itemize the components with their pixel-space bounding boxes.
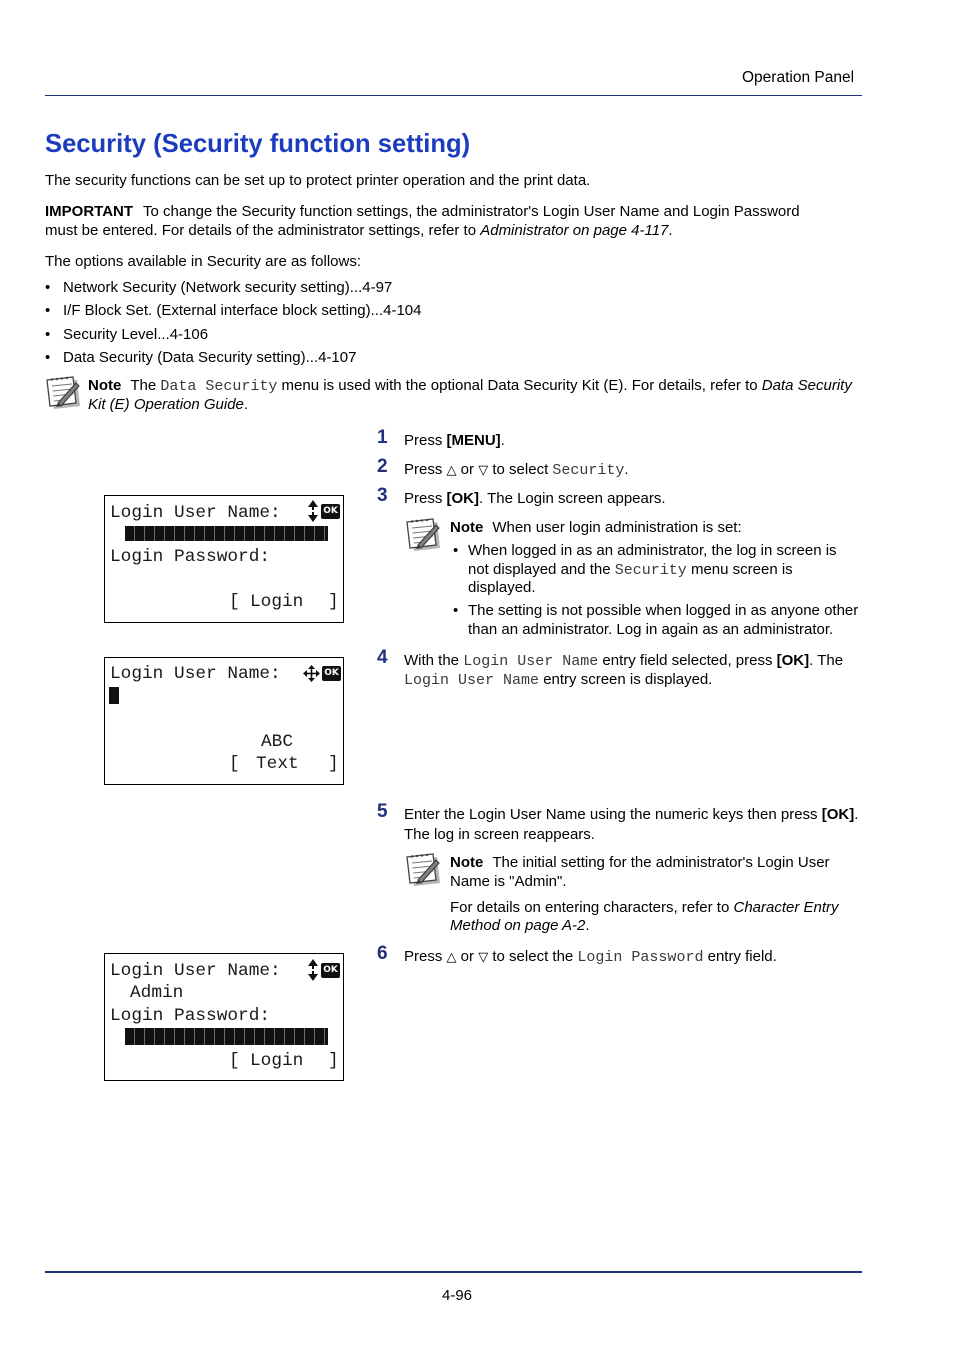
note-reference: Data Security bbox=[761, 377, 852, 394]
lcd-user-name-entry-screen bbox=[104, 657, 344, 785]
up-key-glyph: △ bbox=[446, 950, 457, 965]
step-number: 5 bbox=[377, 801, 388, 822]
up-key-glyph: △ bbox=[446, 463, 457, 478]
page-title: Security (Security function setting) bbox=[45, 130, 471, 158]
softkey-login-label: Login bbox=[250, 1051, 304, 1071]
lcd-login-screen bbox=[104, 495, 344, 623]
note-text-end: . bbox=[585, 917, 590, 934]
note-admin-line-1 bbox=[450, 853, 830, 873]
step-text-run: Press bbox=[404, 490, 447, 507]
note-text: When logged in as an administrator, the log in screen is bbox=[468, 542, 837, 559]
step-text-run: . bbox=[500, 432, 505, 449]
note-text: The initial setting for the administrator's Login User bbox=[492, 854, 830, 871]
header-rule bbox=[45, 95, 862, 96]
note-text: not displayed and the bbox=[468, 561, 615, 578]
step-text-run: . The Login screen appears. bbox=[479, 490, 666, 507]
footer-rule bbox=[45, 1271, 862, 1273]
note-text: When user login administration is set: bbox=[492, 519, 742, 536]
down-key-glyph: ▽ bbox=[478, 463, 489, 478]
important-line-2 bbox=[45, 221, 673, 241]
important-text: To change the Security function settings, the administrator's Login User Name and Login Password bbox=[143, 203, 800, 220]
step-text bbox=[404, 431, 505, 451]
step-number: 3 bbox=[377, 485, 388, 506]
important-text: must be entered. For details of the administrator settings, refer to bbox=[45, 222, 481, 239]
step-text bbox=[404, 489, 666, 509]
note-bullet-line bbox=[453, 541, 837, 561]
step-text-run: entry field selected, press bbox=[598, 652, 777, 669]
step-text-run: Press bbox=[404, 948, 447, 965]
softkey-bracket-close: ] bbox=[328, 592, 339, 612]
lcd-line-user-name-label: Login User Name: bbox=[110, 664, 281, 684]
step-text-run: With the bbox=[404, 652, 464, 669]
key-name: [MENU] bbox=[446, 432, 501, 449]
bullet: • bbox=[45, 279, 51, 296]
step-text-run: to select bbox=[488, 461, 553, 478]
lcd-line-user-name-label: Login User Name: bbox=[110, 961, 281, 981]
option-item bbox=[45, 301, 422, 321]
step-text-run: . The bbox=[809, 652, 844, 669]
step-text-run: to select the bbox=[488, 948, 578, 965]
option-text: Network Security (Network security setting)...4-97 bbox=[63, 279, 393, 296]
softkey-text-label: Text bbox=[256, 754, 299, 774]
softkey-bracket-close: ] bbox=[328, 754, 339, 774]
note-label: Note bbox=[450, 519, 484, 536]
header-section-title: Operation Panel bbox=[742, 69, 855, 86]
lcd-user-name-value: Admin bbox=[130, 983, 184, 1003]
step-number: 4 bbox=[377, 647, 388, 668]
step-text-run: Press bbox=[404, 432, 447, 449]
lcd-line-user-name-label: Login User Name: bbox=[110, 503, 281, 523]
important-reference: Administrator on page 4-117 bbox=[480, 222, 669, 239]
down-key-glyph: ▽ bbox=[478, 950, 489, 965]
bullet: • bbox=[453, 542, 459, 559]
note-admin-line-3 bbox=[450, 898, 839, 918]
softkey-bracket-open: [ bbox=[229, 1051, 240, 1071]
option-item bbox=[45, 325, 208, 345]
step-number: 2 bbox=[377, 456, 388, 477]
field-name-code: Login User Name bbox=[463, 653, 599, 670]
menu-name-code: Security bbox=[614, 562, 687, 579]
user-name-field-highlight bbox=[125, 526, 328, 541]
step-text-run: . bbox=[624, 461, 629, 478]
step-text bbox=[404, 805, 858, 825]
step-text-run: or bbox=[456, 461, 479, 478]
note-text: menu is used with the optional Data Security Kit (E). For details, refer to bbox=[277, 377, 762, 394]
step-text bbox=[404, 651, 843, 672]
note-bullet-line bbox=[453, 601, 858, 621]
field-name-code: Login Password bbox=[577, 949, 704, 966]
up-down-arrow-icon bbox=[308, 959, 318, 981]
note-admin-line-4 bbox=[450, 916, 590, 936]
step-text-run: entry screen is displayed. bbox=[539, 671, 713, 688]
note-text: The setting is not possible when logged in as anyone other bbox=[468, 602, 859, 619]
note-admin-line-2: Name is "Admin". bbox=[450, 873, 567, 890]
note-reference: Character Entry bbox=[733, 899, 839, 916]
step-text bbox=[404, 460, 629, 481]
up-down-arrow-icon bbox=[308, 500, 318, 522]
important-text-end: . bbox=[668, 222, 673, 239]
page-number: 4-96 bbox=[442, 1287, 473, 1304]
lcd-line-password-label: Login Password: bbox=[110, 1006, 271, 1026]
important-label: IMPORTANT bbox=[45, 203, 134, 220]
ok-key-icon: OK bbox=[321, 963, 340, 978]
ok-key-icon: OK bbox=[321, 504, 340, 519]
key-name: [OK] bbox=[821, 806, 855, 823]
note-icon bbox=[404, 853, 442, 887]
step-number: 6 bbox=[377, 943, 388, 964]
step-text-run: Press bbox=[404, 461, 447, 478]
step-text-run: or bbox=[456, 948, 479, 965]
step-text-run: Enter the Login User Name using the numeric keys then press bbox=[404, 806, 822, 823]
note-text: For details on entering characters, refer to bbox=[450, 899, 734, 916]
lcd-login-password-screen bbox=[104, 953, 344, 1081]
important-line-1 bbox=[45, 202, 800, 222]
note-label: Note bbox=[88, 377, 122, 394]
menu-name-code: Data Security bbox=[160, 378, 278, 395]
input-mode-indicator: ABC bbox=[261, 732, 294, 752]
step-text-run: . bbox=[854, 806, 859, 823]
note-main-line-2 bbox=[88, 395, 248, 415]
softkey-bracket-open: [ bbox=[229, 754, 240, 774]
step-text-run: entry field. bbox=[703, 948, 777, 965]
note-bullet-line: than an administrator. Log in again as an administrator. bbox=[468, 621, 834, 638]
intro-paragraph: The security functions can be set up to protect printer operation and the print data. bbox=[45, 172, 591, 189]
menu-name-code: Security bbox=[552, 462, 625, 479]
step-text bbox=[404, 670, 712, 691]
bullet: • bbox=[45, 326, 51, 343]
note-reference: Kit (E) Operation Guide bbox=[88, 396, 244, 413]
bullet: • bbox=[45, 302, 51, 319]
note-text: The bbox=[130, 377, 161, 394]
field-name-code: Login User Name bbox=[404, 672, 540, 689]
option-text: Data Security (Data Security setting)...4-107 bbox=[63, 349, 357, 366]
key-name: [OK] bbox=[446, 490, 480, 507]
text-cursor bbox=[109, 687, 119, 704]
options-intro: The options available in Security are as follows: bbox=[45, 253, 361, 270]
note-label: Note bbox=[450, 854, 484, 871]
option-item bbox=[45, 278, 392, 298]
note-reference: Method on page A-2 bbox=[450, 917, 586, 934]
note-icon bbox=[44, 376, 82, 410]
step-text bbox=[404, 947, 777, 968]
lcd-line-password-label: Login Password: bbox=[110, 547, 271, 567]
password-field-highlight bbox=[125, 1028, 328, 1045]
softkey-bracket-open: [ bbox=[229, 592, 240, 612]
note-icon bbox=[404, 518, 442, 552]
option-text: Security Level...4-106 bbox=[63, 326, 209, 343]
bullet: • bbox=[453, 602, 459, 619]
ok-key-icon: OK bbox=[322, 666, 341, 681]
option-text: I/F Block Set. (External interface block setting)...4-104 bbox=[63, 302, 422, 319]
four-way-arrow-icon bbox=[303, 665, 320, 682]
step-number: 1 bbox=[377, 427, 388, 448]
note-main-line-1 bbox=[88, 376, 852, 397]
note-text: menu screen is bbox=[686, 561, 793, 578]
note-bullet-line: displayed. bbox=[468, 579, 536, 596]
note-text-end: . bbox=[243, 396, 249, 413]
option-item bbox=[45, 348, 356, 368]
step-text: The log in screen reappears. bbox=[404, 826, 595, 843]
key-name: [OK] bbox=[776, 652, 810, 669]
bullet: • bbox=[45, 349, 51, 366]
softkey-login-label: Login bbox=[250, 592, 304, 612]
softkey-bracket-close: ] bbox=[328, 1051, 339, 1071]
note-login-heading bbox=[450, 518, 742, 538]
